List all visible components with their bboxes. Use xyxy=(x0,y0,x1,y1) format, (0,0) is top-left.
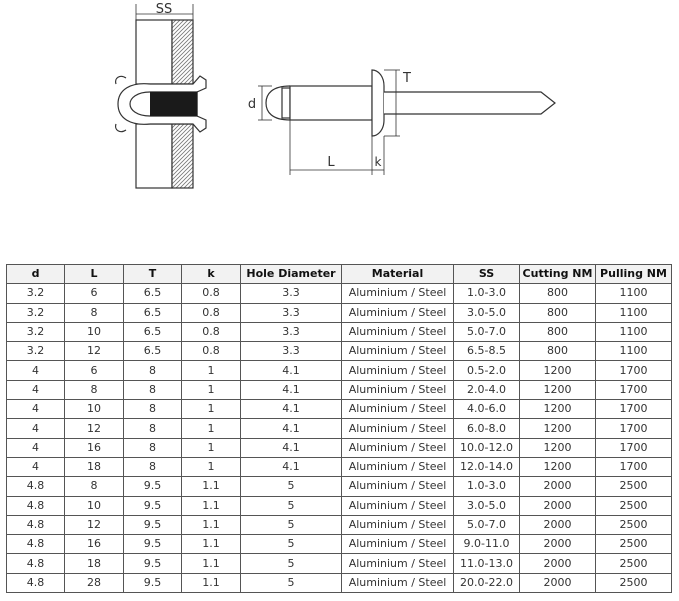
table-cell: 16 xyxy=(65,535,124,554)
table-cell: Aluminium / Steel xyxy=(342,419,454,438)
table-cell: 4.1 xyxy=(241,438,342,457)
table-cell: 3.0-5.0 xyxy=(454,303,520,322)
table-cell: 800 xyxy=(520,284,596,303)
table-cell: 1.0-3.0 xyxy=(454,477,520,496)
table-row xyxy=(7,342,672,361)
table-cell: 3.3 xyxy=(241,284,342,303)
table-cell: 1200 xyxy=(520,361,596,380)
table-cell: 6.5-8.5 xyxy=(454,342,520,361)
table-row xyxy=(7,535,672,554)
table-cell: 12 xyxy=(65,515,124,534)
table-cell: 8 xyxy=(124,419,182,438)
table-cell: 5 xyxy=(241,515,342,534)
table-cell: 1.1 xyxy=(182,496,241,515)
table-row xyxy=(7,284,672,303)
table-row xyxy=(7,303,672,322)
table-cell: 2500 xyxy=(596,554,672,573)
table-cell: 4 xyxy=(7,457,65,476)
column-header: Hole Diameter xyxy=(241,265,342,284)
table-cell: 2500 xyxy=(596,573,672,592)
rivet-spec-table xyxy=(6,264,672,593)
table-cell: 4 xyxy=(7,361,65,380)
table-row xyxy=(7,457,672,476)
column-header: Cutting NM xyxy=(520,265,596,284)
table-row xyxy=(7,515,672,534)
table-cell: 9.5 xyxy=(124,535,182,554)
table-cell: 4.8 xyxy=(7,573,65,592)
column-header: T xyxy=(124,265,182,284)
table-cell: 3.2 xyxy=(7,303,65,322)
table-cell: 10 xyxy=(65,322,124,341)
table-cell: 5 xyxy=(241,496,342,515)
table-cell: 1 xyxy=(182,380,241,399)
table-cell: 20.0-22.0 xyxy=(454,573,520,592)
table-cell: 1.1 xyxy=(182,554,241,573)
table-cell: Aluminium / Steel xyxy=(342,284,454,303)
table-cell: 2500 xyxy=(596,496,672,515)
table-cell: 10 xyxy=(65,400,124,419)
table-cell: 4.1 xyxy=(241,400,342,419)
table-cell: 1100 xyxy=(596,284,672,303)
table-cell: Aluminium / Steel xyxy=(342,438,454,457)
table-cell: 2000 xyxy=(520,535,596,554)
table-cell: 9.5 xyxy=(124,477,182,496)
table-cell: 1.1 xyxy=(182,535,241,554)
column-header: k xyxy=(182,265,241,284)
column-header: Material xyxy=(342,265,454,284)
column-header: Pulling NM xyxy=(596,265,672,284)
table-row xyxy=(7,438,672,457)
table-cell: 4 xyxy=(7,438,65,457)
table-cell: 1200 xyxy=(520,400,596,419)
rivet-diagram xyxy=(0,0,679,262)
label-d: d xyxy=(247,97,257,112)
table-cell: 1.1 xyxy=(182,477,241,496)
label-l: L xyxy=(327,155,335,170)
table-cell: 9.5 xyxy=(124,573,182,592)
table-cell: Aluminium / Steel xyxy=(342,400,454,419)
table-cell: 2500 xyxy=(596,477,672,496)
table-cell: 6.0-8.0 xyxy=(454,419,520,438)
table-row xyxy=(7,400,672,419)
table-cell: 4.1 xyxy=(241,361,342,380)
table-cell: 1 xyxy=(182,419,241,438)
table-cell: 2000 xyxy=(520,573,596,592)
table-cell: Aluminium / Steel xyxy=(342,477,454,496)
table-cell: 3.0-5.0 xyxy=(454,496,520,515)
table-cell: 8 xyxy=(124,380,182,399)
table-cell: 1700 xyxy=(596,400,672,419)
table-row xyxy=(7,496,672,515)
table-cell: 12 xyxy=(65,419,124,438)
table-cell: 9.5 xyxy=(124,515,182,534)
table-cell: 4.0-6.0 xyxy=(454,400,520,419)
table-cell: 16 xyxy=(65,438,124,457)
table-cell: 5 xyxy=(241,573,342,592)
table-cell: 5 xyxy=(241,554,342,573)
table-cell: 4.8 xyxy=(7,477,65,496)
table-cell: 8 xyxy=(124,361,182,380)
table-cell: 8 xyxy=(65,477,124,496)
table-cell: 2500 xyxy=(596,535,672,554)
table-cell: 1.0-3.0 xyxy=(454,284,520,303)
table-cell: 4 xyxy=(7,419,65,438)
table-cell: 5.0-7.0 xyxy=(454,515,520,534)
label-ss: SS xyxy=(155,2,173,17)
table-cell: Aluminium / Steel xyxy=(342,496,454,515)
table-cell: 6.5 xyxy=(124,342,182,361)
table-cell: 4.1 xyxy=(241,457,342,476)
table-cell: 1700 xyxy=(596,361,672,380)
table-cell: 9.0-11.0 xyxy=(454,535,520,554)
table-cell: 3.2 xyxy=(7,284,65,303)
table-cell: 2000 xyxy=(520,496,596,515)
installed-rivet-section xyxy=(116,4,206,188)
table-cell: 1 xyxy=(182,457,241,476)
table-cell: 1.1 xyxy=(182,515,241,534)
table-header-row xyxy=(7,265,672,284)
table-cell: 1 xyxy=(182,438,241,457)
table-cell: 5.0-7.0 xyxy=(454,322,520,341)
table-cell: 1 xyxy=(182,361,241,380)
table-cell: 1700 xyxy=(596,438,672,457)
table-cell: 2000 xyxy=(520,554,596,573)
column-header: d xyxy=(7,265,65,284)
table-cell: 1700 xyxy=(596,419,672,438)
table-cell: 6.5 xyxy=(124,284,182,303)
table-cell: 8 xyxy=(124,400,182,419)
table-cell: 9.5 xyxy=(124,554,182,573)
table-cell: 6.5 xyxy=(124,303,182,322)
table-cell: 2000 xyxy=(520,515,596,534)
table-cell: 4 xyxy=(7,380,65,399)
table-row xyxy=(7,380,672,399)
table-cell: Aluminium / Steel xyxy=(342,535,454,554)
table-cell: 1700 xyxy=(596,457,672,476)
label-t: T xyxy=(403,71,411,86)
table-cell: 1100 xyxy=(596,342,672,361)
table-cell: 4.8 xyxy=(7,515,65,534)
table-cell: 4.8 xyxy=(7,535,65,554)
table-cell: 10 xyxy=(65,496,124,515)
table-cell: 0.8 xyxy=(182,303,241,322)
table-cell: 1200 xyxy=(520,457,596,476)
table-cell: 28 xyxy=(65,573,124,592)
table-cell: 4 xyxy=(7,400,65,419)
table-cell: 4.8 xyxy=(7,554,65,573)
table-cell: 1 xyxy=(182,400,241,419)
table-cell: Aluminium / Steel xyxy=(342,303,454,322)
table-cell: 5 xyxy=(241,477,342,496)
table-cell: 18 xyxy=(65,554,124,573)
table-row xyxy=(7,361,672,380)
table-cell: 3.3 xyxy=(241,322,342,341)
table-cell: 6.5 xyxy=(124,322,182,341)
table-cell: 2500 xyxy=(596,515,672,534)
table-cell: 8 xyxy=(65,303,124,322)
label-k: k xyxy=(374,155,382,169)
table-cell: 6 xyxy=(65,284,124,303)
table-cell: 11.0-13.0 xyxy=(454,554,520,573)
table-row xyxy=(7,554,672,573)
table-cell: 9.5 xyxy=(124,496,182,515)
table-cell: 10.0-12.0 xyxy=(454,438,520,457)
table-cell: Aluminium / Steel xyxy=(342,380,454,399)
table-cell: 2000 xyxy=(520,477,596,496)
table-cell: 18 xyxy=(65,457,124,476)
table-cell: 1200 xyxy=(520,438,596,457)
table-cell: Aluminium / Steel xyxy=(342,573,454,592)
table-cell: Aluminium / Steel xyxy=(342,515,454,534)
table-cell: Aluminium / Steel xyxy=(342,342,454,361)
column-header: L xyxy=(65,265,124,284)
table-cell: 0.8 xyxy=(182,322,241,341)
table-cell: 12.0-14.0 xyxy=(454,457,520,476)
table-cell: 6 xyxy=(65,361,124,380)
table-cell: 8 xyxy=(124,457,182,476)
table-cell: 5 xyxy=(241,535,342,554)
table-cell: Aluminium / Steel xyxy=(342,457,454,476)
table-cell: 0.5-2.0 xyxy=(454,361,520,380)
table-cell: 1100 xyxy=(596,303,672,322)
table-cell: 4.1 xyxy=(241,419,342,438)
table-cell: 4.8 xyxy=(7,496,65,515)
table-cell: 3.3 xyxy=(241,303,342,322)
table-cell: 1.1 xyxy=(182,573,241,592)
table-cell: 800 xyxy=(520,342,596,361)
table-cell: 0.8 xyxy=(182,284,241,303)
table-cell: 12 xyxy=(65,342,124,361)
table-row xyxy=(7,573,672,592)
table-cell: Aluminium / Steel xyxy=(342,554,454,573)
table-cell: 3.3 xyxy=(241,342,342,361)
table-cell: 1200 xyxy=(520,380,596,399)
table-cell: 8 xyxy=(65,380,124,399)
table-cell: 0.8 xyxy=(182,342,241,361)
table-cell: 2.0-4.0 xyxy=(454,380,520,399)
table-row xyxy=(7,419,672,438)
column-header: SS xyxy=(454,265,520,284)
table-cell: 3.2 xyxy=(7,322,65,341)
table-cell: Aluminium / Steel xyxy=(342,361,454,380)
table-cell: Aluminium / Steel xyxy=(342,322,454,341)
table-cell: 800 xyxy=(520,303,596,322)
table-cell: 8 xyxy=(124,438,182,457)
table-cell: 3.2 xyxy=(7,342,65,361)
table-row xyxy=(7,322,672,341)
table-cell: 800 xyxy=(520,322,596,341)
table-cell: 1700 xyxy=(596,380,672,399)
table-row xyxy=(7,477,672,496)
table-cell: 1200 xyxy=(520,419,596,438)
table-cell: 1100 xyxy=(596,322,672,341)
table-cell: 4.1 xyxy=(241,380,342,399)
